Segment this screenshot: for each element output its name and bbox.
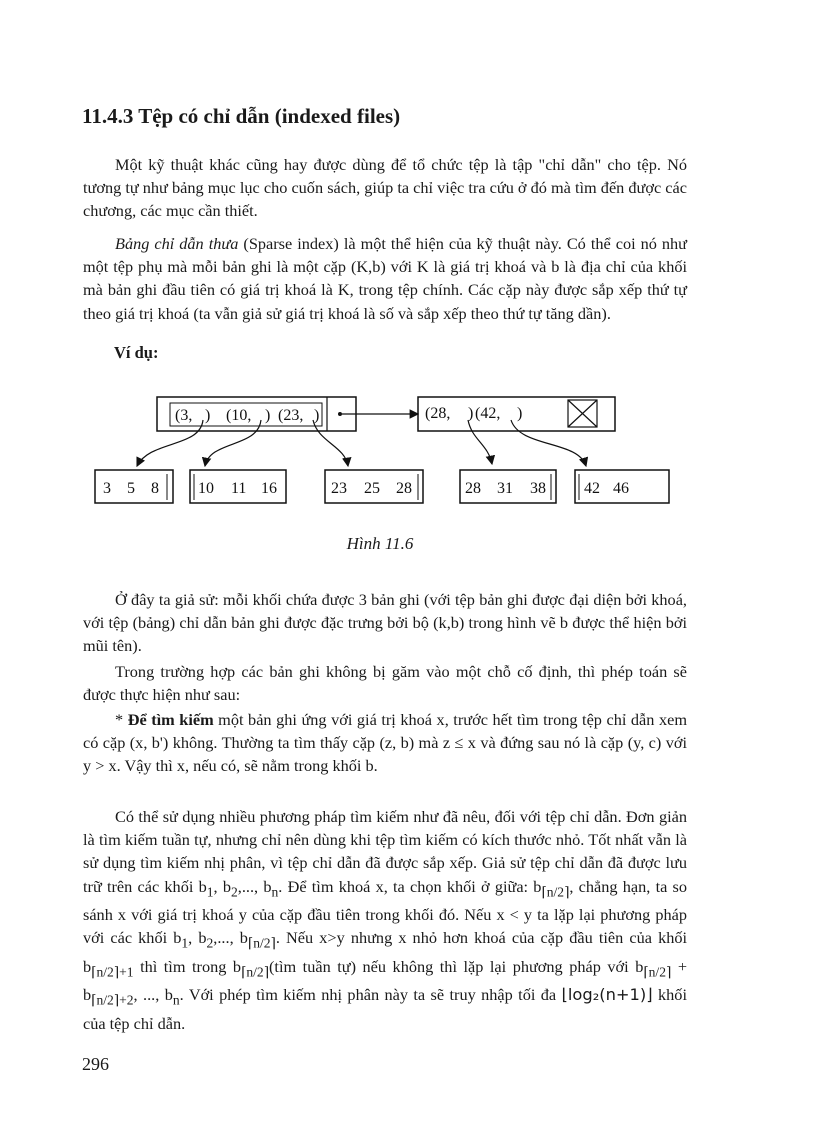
- bs-sub-half1: ⌈n/2⌉+1: [91, 963, 134, 979]
- data-value-3: 3: [103, 480, 111, 497]
- data-value-46: 46: [613, 480, 629, 497]
- index-block-1: [157, 397, 356, 431]
- paragraph-binary-search-body: [83, 805, 687, 1035]
- index-entry-10-close: ): [265, 407, 271, 424]
- paragraph-operation-text: Trong trường hợp các bản ghi không bị găm vào một chỗ cố định, thì phép toán sẽ được thực hiện như sau:: [83, 662, 687, 705]
- data-value-28: 28: [396, 480, 412, 497]
- bs-sub-1: 1: [206, 883, 214, 899]
- pointer-arrows: [137, 420, 586, 466]
- index-entry-10: (10,: [226, 407, 252, 424]
- data-block-3: [325, 470, 423, 503]
- index-entry-28: (28,: [425, 405, 451, 422]
- data-block-1: [95, 470, 173, 503]
- data-value-38: 38: [530, 480, 546, 497]
- data-value-25: 25: [364, 480, 380, 497]
- index-entry-42: (42,: [475, 405, 501, 422]
- bs-sub-half: ⌈n/2⌉: [541, 883, 570, 899]
- data-block-2: [190, 470, 286, 503]
- paragraph-operation: [83, 660, 687, 706]
- log-formula: ⌊log₂(n+1)⌋: [561, 985, 653, 1005]
- index-entry-42-close: ): [517, 405, 523, 422]
- bs-text-l: , ..., b: [133, 985, 173, 1005]
- paragraph-intro: [83, 153, 687, 223]
- bs-text-m: . Với phép tìm kiếm nhị phân này ta sẽ truy nhập tối đa: [179, 985, 562, 1005]
- bs-text-f: , b: [188, 928, 207, 948]
- bs-sub-n: n: [271, 883, 279, 899]
- index-diagram: [0, 380, 816, 520]
- section-heading: 11.4.3 Tệp có chỉ dẫn (indexed files): [82, 104, 401, 128]
- data-block-4: [460, 470, 556, 503]
- bs-sub-2: 2: [230, 883, 238, 899]
- bs-text-n: khối của tệp chỉ dẫn.: [83, 985, 687, 1033]
- index-entry-3-close: ): [205, 407, 211, 424]
- paragraph-search: [83, 708, 687, 778]
- index-entry-28-close: ): [468, 405, 474, 422]
- bs-text-h: . Nếu x>y nhưng x nhỏ hơn khoá của cặp đầu tiên của khối b: [83, 928, 688, 976]
- index-entry-23-close: ): [314, 407, 320, 424]
- paragraph-intro-text: Một kỹ thuật khác cũng hay được dùng để tổ chức tệp là tập "chỉ dẫn" cho tệp. Nó tương tự như bảng mục lục cho cuốn sách, giúp ta chỉ việc tra cứu ở đó mà tìm đến được các chương, các mục cần thiết.: [83, 155, 687, 221]
- bs-text-c: ,..., b: [237, 876, 272, 896]
- bs-sub-half2: ⌈n/2⌉+2: [91, 992, 134, 1008]
- data-value-23: 23: [331, 480, 347, 497]
- paragraph-assumption: [83, 588, 687, 658]
- paragraph-binary-search: [83, 805, 687, 1035]
- index-block-2: [418, 397, 615, 431]
- data-value-8: 8: [151, 480, 159, 497]
- bs-text-d: . Để tìm khoá x, ta chọn khối ở giữa: b: [278, 876, 542, 896]
- sparse-index-text: (Sparse index) là một thể hiện của kỹ thuật này. Có thể coi nó như một tệp phụ mà mỗi bản ghi là một cặp (K,b) với K là giá trị khoá và b là địa chỉ của khối mà bản ghi đầu tiên có giá trị khoá là K, trong tệp chính. Các cặp này được sắp xếp thứ tự theo giá trị khoá (ta vẫn giả sử giá trị khoá là số và sắp xếp theo thứ tự tăng dần).: [83, 234, 688, 323]
- bs-text-k: + b: [83, 956, 688, 1005]
- bs-text-g: ,..., b: [213, 928, 248, 948]
- data-value-31: 31: [497, 480, 513, 497]
- bs-text-a: Có thể sử dụng nhiều phương pháp tìm kiếm như đã nêu, đối với tệp chỉ dẫn. Đơn giản là tìm kiếm tuần tự, nhưng chỉ nên dùng khi tệp tìm kiếm có kích thước nhỏ. Tốt nhất vẫn là sử dụng tìm kiếm nhị phân, vì tệp chỉ dẫn đã được sắp xếp. Giả sử tệp chỉ dẫn đã được lưu trữ trên các khối b: [83, 807, 687, 896]
- paragraph-search-body: [83, 708, 687, 778]
- bs-text-b: , b: [213, 876, 231, 896]
- bullet-star: *: [115, 710, 128, 729]
- paragraph-sparse-index: [83, 232, 687, 325]
- data-value-11: 11: [231, 480, 247, 497]
- index-entry-3: (3,: [175, 407, 193, 424]
- page-number: 296: [82, 1054, 109, 1074]
- bs-sub-n-b: n: [172, 992, 180, 1008]
- data-value-10: 10: [198, 480, 214, 497]
- index-entry-23: (23,: [278, 407, 304, 424]
- bs-sub-1b: 1: [181, 935, 189, 951]
- bs-text-j: (tìm tuần tự) nếu không thì lặp lại phương pháp với b: [269, 956, 644, 976]
- paragraph-sparse-index-body: [83, 232, 687, 325]
- bs-sub-half-b: ⌈n/2⌉: [247, 935, 276, 951]
- bs-text-i: thì tìm trong b: [133, 956, 242, 976]
- data-value-16: 16: [261, 480, 277, 497]
- data-value-5: 5: [127, 480, 135, 497]
- data-block-5: [575, 470, 669, 503]
- figure-caption: Hình 11.6: [346, 534, 414, 553]
- bs-sub-half-d: ⌈n/2⌉: [643, 963, 672, 979]
- search-text: một bản ghi ứng với giá trị khoá x, trước hết tìm trong tệp chỉ dẫn xem có cặp (x, b') không. Thường ta tìm thấy cặp (z, b) mà z ≤ x và đứng sau nó là cặp (y, c) với y > x. Vậy thì x, nếu có, sẽ nằm trong khối b.: [83, 710, 688, 776]
- sparse-index-term: Bảng chỉ dẫn thưa: [115, 234, 239, 253]
- bs-sub-half-c: ⌈n/2⌉: [241, 963, 270, 979]
- data-value-28b: 28: [465, 480, 481, 497]
- data-value-42: 42: [584, 480, 600, 497]
- bs-text-e: , chẳng hạn, ta so sánh x với giá trị khoá y của cặp đầu tiên trong khối đó. Nếu x < y ta lặp lại phương pháp với các khối b: [83, 876, 688, 948]
- paragraph-assumption-text: Ở đây ta giả sử: mỗi khối chứa được 3 bản ghi (với tệp bản ghi được đại diện bởi khoá, với tệp (bảng) chỉ dẫn bản ghi được đặc trưng bởi bộ (k,b) trong hình vẽ b được thể hiện bởi mũi tên).: [83, 590, 687, 656]
- bs-sub-2b: 2: [206, 935, 214, 951]
- search-term: Để tìm kiếm: [127, 710, 214, 729]
- example-label: Ví dụ:: [114, 343, 159, 362]
